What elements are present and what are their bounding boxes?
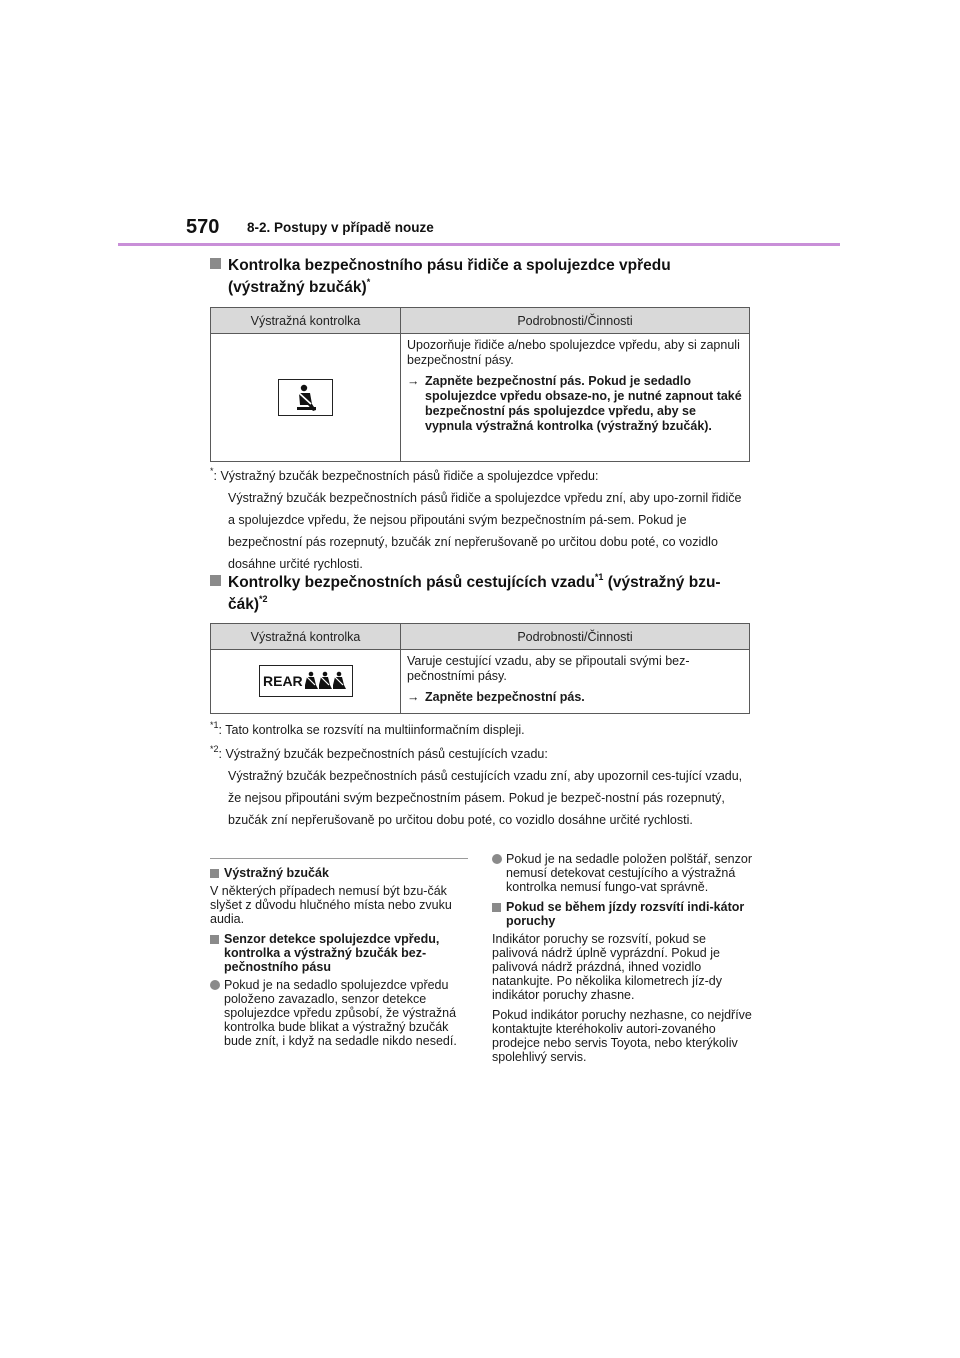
- paragraph-contact-dealer: Pokud indikátor poruchy nezhasne, co nejdříve kontaktujte kteréhokoliv autori-zovaného prodejce nebo servis Toyota, nebo kterýkoliv spolehlivý servis.: [492, 1008, 752, 1064]
- warning-action: Zapněte bezpečnostní pás. Pokud je sedadlo spolujezdce vpředu obsaze-no, je nutné zapnout také bezpečnostní pás spolujezdce vpředu, aby se vypnula výstražná kontrolka (výstražný bzučák).: [425, 374, 742, 433]
- table-cell-details: [401, 650, 750, 714]
- footnote-front-buzzer: *: Výstražný bzučák bezpečnostních pásů řidiče a spolujezdce vpředu: Výstražný bzučák bezpečnostních pásů řidiče a spolujezdce vpředu zní, aby upo-zornil řidiče a spolujezdce vpředu, že nejsou připoutáni svým bezpečnostním pá-sem. Pokud je bezpečnostní pás rozepnutý, bzučák zní nepřerušovaně po určitou dobu poté, co vozidlo dosáhne určité rychlosti.: [210, 465, 750, 575]
- paragraph-malfunction: Indikátor poruchy se rozsvítí, pokud se palivová nádrž úplně vyprázdní. Pokud je palivová nádrž prázdná, ihned vozidlo natankujte. Po několika kilometrech jíz-dy indikátor poruchy zhasne.: [492, 932, 722, 1002]
- table-header-light: Výstražná kontrolka: [211, 308, 401, 334]
- column-divider: [210, 858, 468, 859]
- paragraph-buzzer: V některých případech nemusí být bzu-čák slyšet z důvodu hlučného místa nebo zvuku audia.: [210, 884, 452, 926]
- subheading-passenger-sensor: Senzor detekce spolujezdce vpředu, kontrolka a výstražný bzučák bez-pečnostního pásu: [210, 932, 472, 974]
- right-column: [492, 852, 754, 1070]
- footnote-text: Výstražný bzučák bezpečnostních pásů řidiče a spolujezdce vpředu zní, aby upo-zornil řidiče a spolujezdce vpředu, že nejsou připoutáni svým bezpečnostním pá-sem. Pokud je bezpečnostní pás rozepnutý, bzučák zní nepřerušovaně po určitou dobu poté, co vozidlo dosáhne určité rychlosti.: [228, 491, 742, 571]
- subheading-malfunction-indicator: Pokud se během jízdy rozsvítí indi-kátor poruchy: [492, 900, 754, 928]
- table-header-details: Podrobnosti/Činnosti: [401, 308, 750, 334]
- section-square-icon: [210, 575, 221, 586]
- table-cell-icon: [211, 650, 401, 714]
- warning-table-front: [210, 307, 750, 462]
- table-header-details: Podrobnosti/Činnosti: [401, 624, 750, 650]
- header-divider: [118, 243, 840, 246]
- warning-description: Upozorňuje řidiče a/nebo spolujezdce vpředu, aby si zapnuli bezpečnostní pásy.: [407, 338, 740, 367]
- footnote-text: Výstražný bzučák bezpečnostních pásů cestujících vzadu zní, aby upozornil ces-tující vzadu, že nejsou připoutáni svým bezpečnostním pásem. Pokud je bezpeč-nostní pás rozepnutý, bzučák zní nepřerušovaně po určitou dobu poté, co vozidlo dosáhne určité rychlosti.: [228, 769, 743, 827]
- left-column: [210, 866, 472, 1054]
- table-cell-icon: [211, 334, 401, 462]
- warning-description: Varuje cestující vzadu, aby se připoutali svými bez-pečnostními pásy.: [407, 654, 690, 683]
- svg-text:REAR: REAR: [263, 673, 303, 689]
- bullet-cushion: Pokud je na sedadle položen polštář, senzor nemusí detekovat cestujícího a výstražná kontrolka nemusí fungo-vat správně.: [492, 852, 754, 894]
- table-header-light: Výstražná kontrolka: [211, 624, 401, 650]
- section-square-icon: [210, 258, 221, 269]
- section-heading-rear-seatbelt: Kontrolky bezpečnostních pásů cestujících vzadu$^{*1}$ (výstražný bzu- čák)$^{*2}$: [210, 572, 755, 616]
- warning-action: Zapněte bezpečnostní pás.: [425, 690, 585, 704]
- arrow-icon: →: [407, 690, 420, 704]
- chapter-title: 8-2. Postupy v případě nouze: [247, 220, 434, 235]
- rear-seatbelt-warning-icon: [259, 665, 353, 697]
- arrow-icon: →: [407, 374, 420, 388]
- table-cell-details: [401, 334, 750, 462]
- footnote-rear-display: $^{*1}$: Tato kontrolka se rozsvítí na multiinformačním displeji.: [210, 719, 525, 737]
- footnote-rear-buzzer: $^{*2}$: Výstražný bzučák bezpečnostních pásů cestujících vzadu: Výstražný bzučák bezpečnostních pásů cestujících vzadu zní, aby upozornil ces-tující vzadu, že nejsou připoutáni svým bezpečnostním pásem. Pokud je bezpeč-nostní pás rozepnutý, bzučák zní nepřerušovaně po určitou dobu poté, co vozidlo dosáhne určité rychlosti.: [210, 743, 750, 831]
- bullet-luggage: Pokud je na sedadlo spolujezdce vpředu položeno zavazadlo, senzor detekce spolujezdce vpředu způsobí, že výstražná kontrolka bude blikat a výstražný bzučák bude znít, i když na sedadle nikdo nesedí.: [210, 978, 472, 1048]
- warning-table-rear: [210, 623, 750, 714]
- section-heading-front-seatbelt: Kontrolka bezpečnostního pásu řidiče a spolujezdce vpředu (výstražný bzučák)*: [210, 255, 755, 299]
- subheading-buzzer: Výstražný bzučák: [210, 866, 472, 880]
- seatbelt-warning-icon: [278, 379, 333, 416]
- page-number: 570: [186, 216, 220, 238]
